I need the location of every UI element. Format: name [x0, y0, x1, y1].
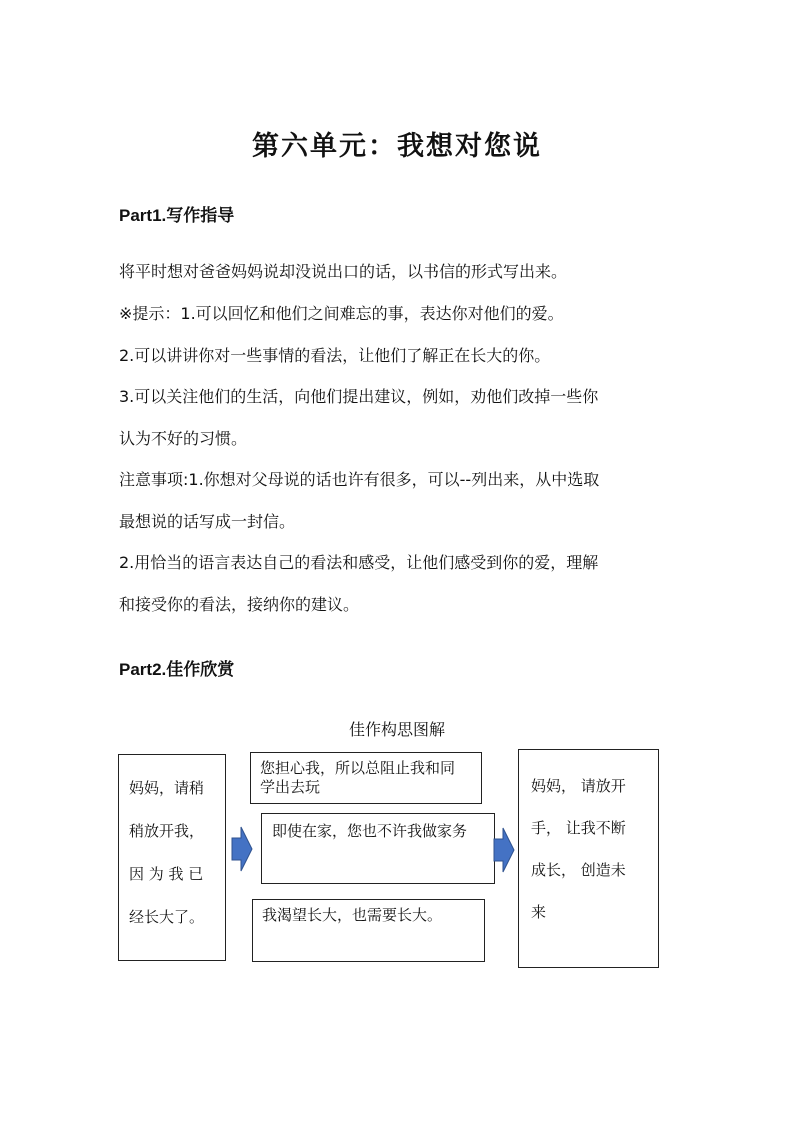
middle-box-line: 学出去玩 — [260, 778, 321, 796]
paragraph-line: 3.可以关注他们的生活，向他们提出建议，例如，劝他们改掉一些你 — [119, 387, 599, 406]
left-box — [118, 754, 226, 961]
diagram-title: 佳作构思图解 — [348, 720, 445, 739]
left-box-line: 经长大了。 — [129, 908, 205, 926]
part2-heading: Part2.佳作欣赏 — [119, 660, 235, 679]
left-box-line: 妈妈，请稍 — [129, 779, 205, 797]
middle-box-2 — [261, 813, 495, 884]
right-box-line: 来 — [531, 903, 547, 921]
page-title: 第六单元：我想对您说 — [252, 131, 542, 162]
right-arrow-icon — [231, 826, 253, 872]
part1-heading: Part1.写作指导 — [119, 206, 235, 225]
right-arrow-icon — [493, 827, 515, 873]
right-box — [518, 749, 659, 968]
paragraph-line: 2.用恰当的语言表达自己的看法和感受，让他们感受到你的爱，理解 — [119, 553, 599, 572]
paragraph-line: 将平时想对爸爸妈妈说却没说出口的话，以书信的形式写出来。 — [119, 262, 568, 281]
right-box-line: 妈妈， 请放开 — [531, 777, 626, 795]
paragraph-line: ※提示：1.可以回忆和他们之间难忘的事，表达你对他们的爱。 — [119, 304, 564, 323]
paragraph-line: 2.可以讲讲你对一些事情的看法，让他们了解正在长大的你。 — [119, 346, 551, 365]
paragraph-line: 和接受你的看法，接纳你的建议。 — [119, 595, 360, 614]
paragraph-line: 最想说的话写成一封信。 — [119, 512, 296, 531]
left-box-line: 稍放开我， — [129, 822, 205, 840]
right-box-line: 手， 让我不断 — [531, 819, 626, 837]
middle-box-line: 您担心我，所以总阻止我和同 — [260, 759, 456, 777]
middle-box-1 — [250, 752, 482, 804]
left-box-line: 因 为 我 已 — [129, 865, 204, 883]
middle-box-line: 即使在家，您也不许我做家务 — [272, 822, 468, 840]
paragraph-line: 注意事项:1.你想对父母说的话也许有很多，可以--列出来，从中选取 — [119, 470, 600, 489]
middle-box-3 — [252, 899, 485, 962]
right-box-line: 成长， 创造未 — [531, 861, 626, 879]
middle-box-line: 我渴望长大，也需要长大。 — [262, 906, 443, 924]
paragraph-line: 认为不好的习惯。 — [119, 429, 248, 448]
